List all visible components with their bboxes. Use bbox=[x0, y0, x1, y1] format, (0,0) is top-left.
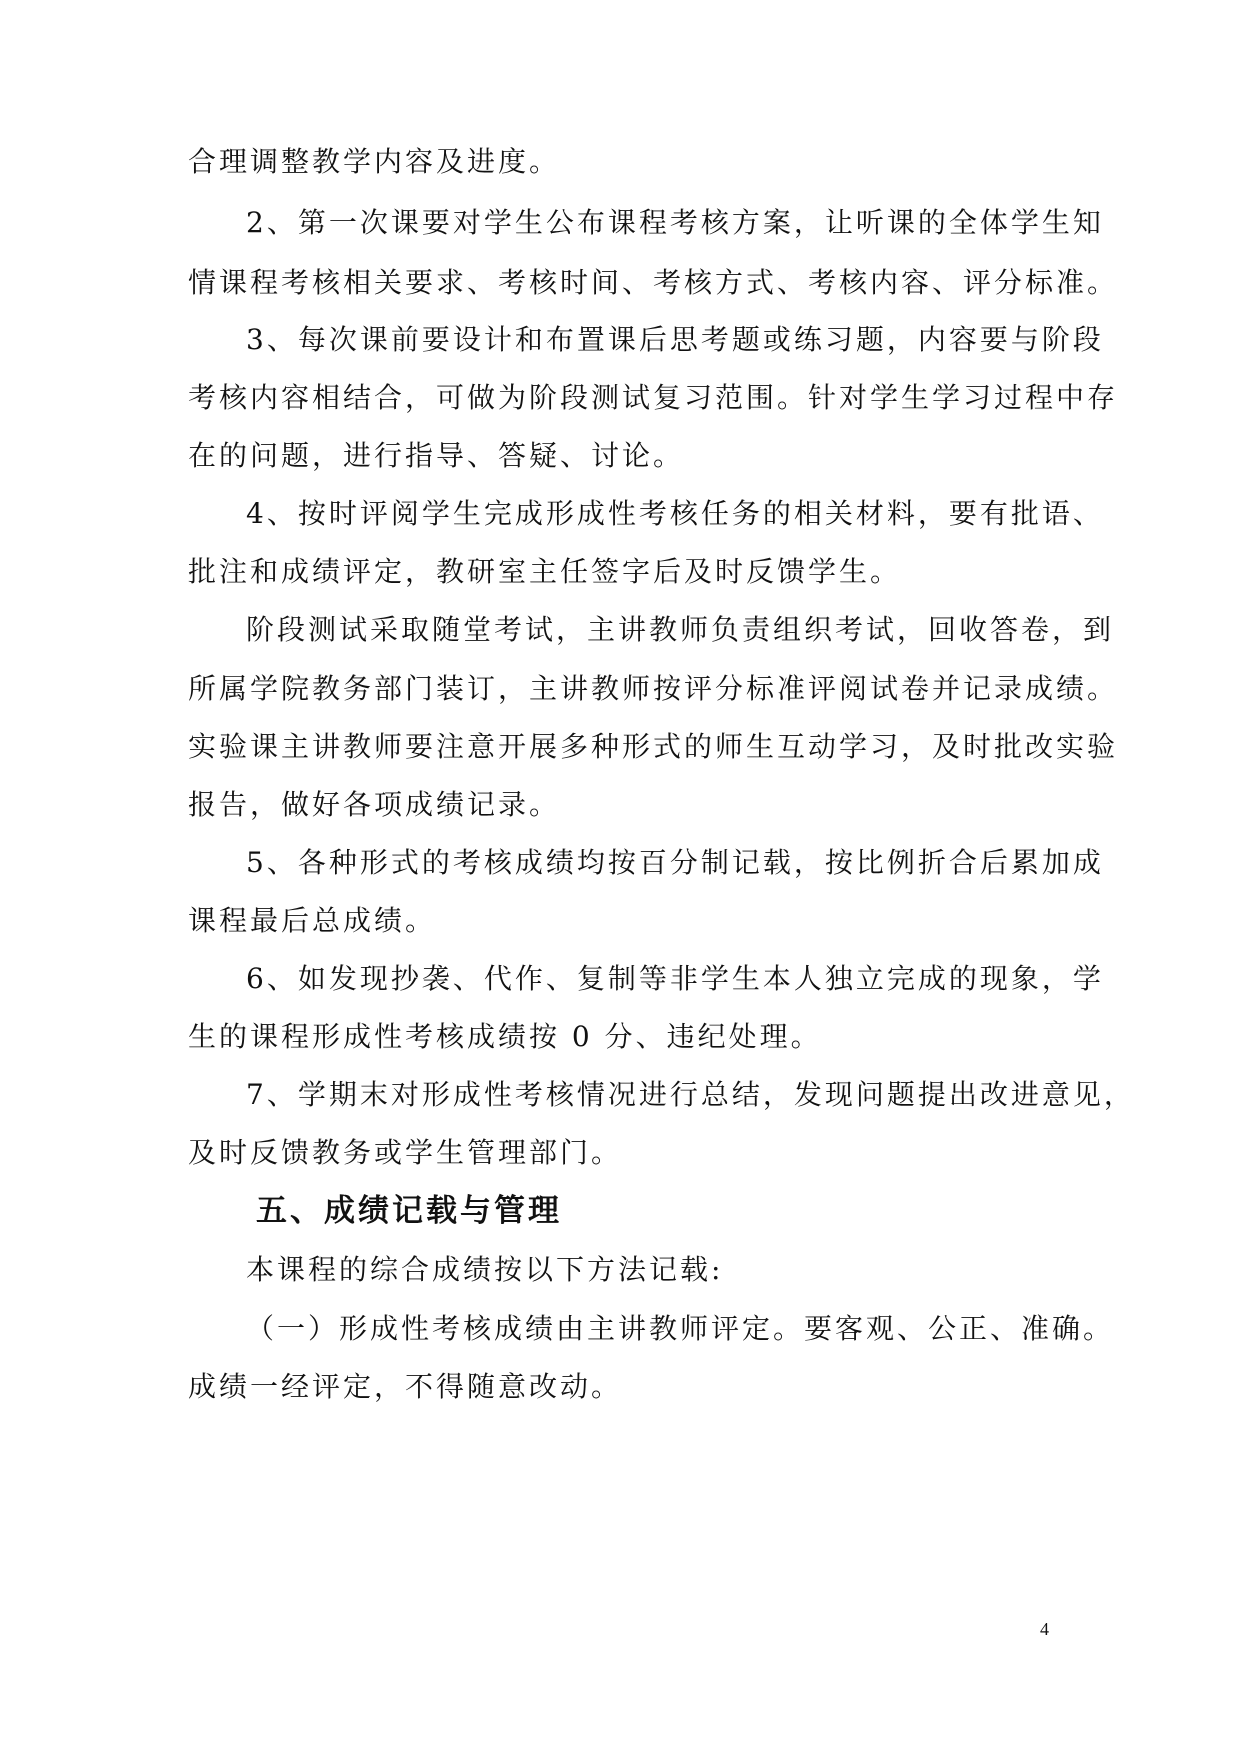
paragraph-line: 5、各种形式的考核成绩均按百分制记载，按比例折合后累加成 bbox=[246, 846, 1104, 879]
page-number: 4 bbox=[1040, 1619, 1049, 1639]
paragraph-line: 情课程考核相关要求、考核时间、考核方式、考核内容、评分标准。 bbox=[188, 266, 1119, 299]
paragraph-line: 本课程的综合成绩按以下方法记载: bbox=[246, 1253, 724, 1286]
paragraph-line: 实验课主讲教师要注意开展多种形式的师生互动学习，及时批改实验 bbox=[188, 730, 1119, 763]
paragraph-line: 所属学院教务部门装订，主讲教师按评分标准评阅试卷并记录成绩。 bbox=[188, 672, 1119, 705]
section-heading: 五、成绩记载与管理 bbox=[256, 1193, 562, 1229]
paragraph-line: 考核内容相结合，可做为阶段测试复习范围。针对学生学习过程中存 bbox=[188, 381, 1119, 414]
paragraph-line: 4、按时评阅学生完成形成性考核任务的相关材料，要有批语、 bbox=[246, 497, 1104, 530]
paragraph-line: 6、如发现抄袭、代作、复制等非学生本人独立完成的现象，学 bbox=[246, 962, 1104, 995]
paragraph-line: 2、第一次课要对学生公布课程考核方案，让听课的全体学生知 bbox=[246, 206, 1104, 239]
paragraph-line: 生的课程形成性考核成绩按 0 分、违纪处理。 bbox=[188, 1020, 822, 1053]
paragraph-line: 成绩一经评定，不得随意改动。 bbox=[188, 1370, 623, 1403]
paragraph-line: 阶段测试采取随堂考试，主讲教师负责组织考试，回收答卷，到 bbox=[246, 613, 1115, 646]
paragraph-line: 批注和成绩评定，教研室主任签字后及时反馈学生。 bbox=[188, 555, 902, 588]
paragraph-line: 报告，做好各项成绩记录。 bbox=[188, 788, 561, 821]
paragraph-line: （一）形成性考核成绩由主讲教师评定。要客观、公正、准确。 bbox=[246, 1312, 1115, 1345]
paragraph-line: 在的问题，进行指导、答疑、讨论。 bbox=[188, 439, 685, 472]
paragraph-line: 7、学期末对形成性考核情况进行总结，发现问题提出改进意见， bbox=[246, 1078, 1135, 1111]
paragraph-line: 合理调整教学内容及进度。 bbox=[188, 145, 561, 178]
paragraph-line: 3、每次课前要设计和布置课后思考题或练习题，内容要与阶段 bbox=[246, 323, 1104, 356]
paragraph-line: 及时反馈教务或学生管理部门。 bbox=[188, 1136, 623, 1169]
paragraph-line: 课程最后总成绩。 bbox=[188, 904, 437, 937]
